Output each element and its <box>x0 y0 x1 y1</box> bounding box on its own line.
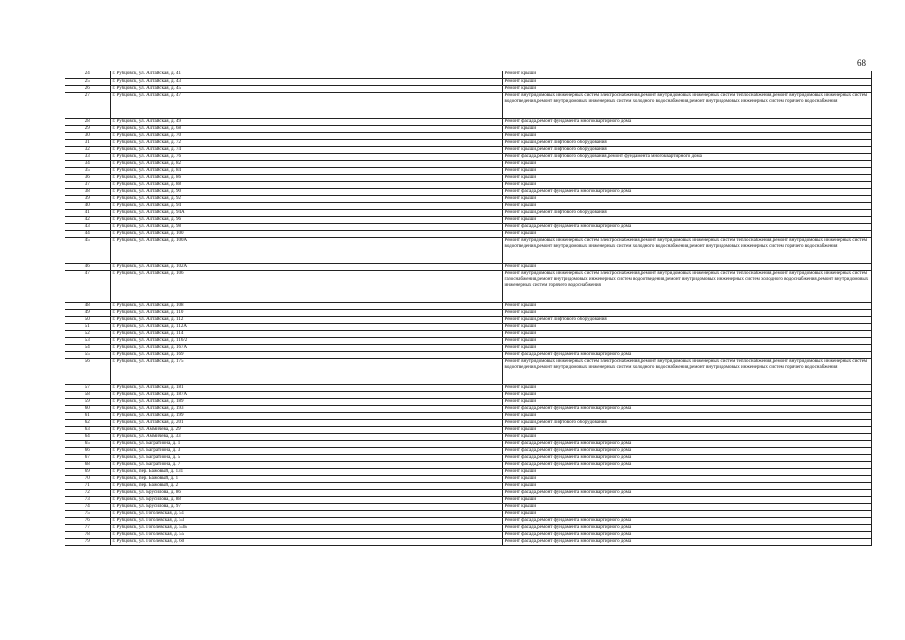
row-number: 34 <box>65 160 110 167</box>
row-number: 62 <box>65 419 110 426</box>
works-cell: Ремонт крыши <box>502 78 871 85</box>
table-row <box>65 85 871 92</box>
row-number: 67 <box>65 454 110 461</box>
table-row <box>65 517 871 524</box>
address-cell: г. Рубцовск, ул. Алтайская, д. 49 <box>110 118 502 125</box>
works-cell: Ремонт крыши <box>502 323 871 330</box>
row-number: 49 <box>65 309 110 316</box>
address-cell: г. Рубцовск, ул. Алтайская, д. 86 <box>110 174 502 181</box>
address-cell: г. Рубцовск, ул. Алтайская, д. 41 <box>110 71 502 78</box>
address-cell: г. Рубцовск, ул. Брусилова, д. 86 <box>110 489 502 496</box>
row-number: 36 <box>65 174 110 181</box>
works-cell: Ремонт крыши <box>502 468 871 475</box>
address-cell: г. Рубцовск, ул. Алтайская, д. 88 <box>110 181 502 188</box>
address-cell: г. Рубцовск, ул. Багратиона, д. 7 <box>110 461 502 468</box>
row-number: 59 <box>65 398 110 405</box>
row-number: 47 <box>65 270 110 302</box>
table-row <box>65 188 871 195</box>
works-cell: Ремонт фасада,ремонт фундамента многоквартирного дома <box>502 538 871 545</box>
works-cell: Ремонт крыши,ремонт лифтового оборудования <box>502 419 871 426</box>
row-number: 30 <box>65 132 110 139</box>
table-row <box>65 384 871 391</box>
table-row <box>65 330 871 337</box>
works-cell: Ремонт фасада,ремонт фундамента многоквартирного дома <box>502 517 871 524</box>
address-cell: г. Рубцовск, ул. Алтайская, д. 187А <box>110 391 502 398</box>
table-row <box>65 496 871 503</box>
works-cell: Ремонт фасада,ремонт фундамента многоквартирного дома <box>502 454 871 461</box>
table-row <box>65 174 871 181</box>
table-row <box>65 419 871 426</box>
address-cell: г. Рубцовск, ул. Алтайская, д. 175 <box>110 358 502 384</box>
address-cell: г. Рубцовск, пер. Бажовый, д. 1 <box>110 475 502 482</box>
address-cell: г. Рубцовск, ул. Алтайская, д. 96 <box>110 216 502 223</box>
row-number: 42 <box>65 216 110 223</box>
address-cell: г. Рубцовск, ул. Алтайская, д. 167А <box>110 344 502 351</box>
table-row <box>65 316 871 323</box>
address-cell: г. Рубцовск, ул. Алтайская, д. 74 <box>110 146 502 153</box>
row-number: 60 <box>65 405 110 412</box>
works-cell: Ремонт внутридомовых инженерных систем электроснабжения,ремонт внутридомовых инженерных систем теплоснабжения,ремонт внутридомовых инженерных систем водоотведения,ремонт внутридомовых инженерных систем холодного водоснабжения,ремонт внутридомовых инженерных систем горячего водоснабжения <box>502 358 871 384</box>
table-row <box>65 475 871 482</box>
works-cell: Ремонт крыши <box>502 412 871 419</box>
works-cell: Ремонт крыши <box>502 71 871 78</box>
address-cell: г. Рубцовск, ул. Алтайская, д. 98 <box>110 223 502 230</box>
table-row <box>65 426 871 433</box>
table-row <box>65 510 871 517</box>
works-cell: Ремонт фасада,ремонт фундамента многоквартирного дома <box>502 461 871 468</box>
row-number: 35 <box>65 167 110 174</box>
table-row <box>65 223 871 230</box>
works-cell: Ремонт фасада,ремонт фундамента многоквартирного дома <box>502 489 871 496</box>
table-row <box>65 433 871 440</box>
address-cell: г. Рубцовск, ул. Алтайская, д. 82 <box>110 160 502 167</box>
works-cell: Ремонт внутридомовых инженерных систем электроснабжения,ремонт внутридомовых инженерных систем теплоснабжения,ремонт внутридомовых инженерных систем газоснабжения,ремонт внутридомовых инженерных систем водоотведения,ремонт внутридомовых инженерных систем холодного водоснабжения,ремонт внутридомовых инженерных систем горячего водоснабжения <box>502 270 871 302</box>
row-number: 39 <box>65 195 110 202</box>
row-number: 54 <box>65 344 110 351</box>
works-cell: Ремонт крыши <box>502 337 871 344</box>
table-row <box>65 160 871 167</box>
works-cell: Ремонт крыши,ремонт лифтового оборудования <box>502 316 871 323</box>
table-row <box>65 468 871 475</box>
row-number: 70 <box>65 475 110 482</box>
address-cell: г. Рубцовск, ул. Гоголевская, д. 53 <box>110 517 502 524</box>
works-cell: Ремонт крыши <box>502 167 871 174</box>
table-row <box>65 461 871 468</box>
row-number: 26 <box>65 85 110 92</box>
table-row <box>65 323 871 330</box>
table-row <box>65 447 871 454</box>
table-row <box>65 237 871 263</box>
row-number: 79 <box>65 538 110 545</box>
row-number: 53 <box>65 337 110 344</box>
address-cell: г. Рубцовск, ул. Алтайская, д. 100 <box>110 230 502 237</box>
address-cell: г. Рубцовск, ул. Алтайская, д. 45 <box>110 85 502 92</box>
works-cell: Ремонт крыши <box>502 160 871 167</box>
table-row <box>65 391 871 398</box>
address-cell: г. Рубцовск, ул. Алтайская, д. 94А <box>110 209 502 216</box>
address-cell: г. Рубцовск, ул. Алтайская, д. 114 <box>110 330 502 337</box>
address-cell: г. Рубцовск, ул. Аммичева, д. 29 <box>110 426 502 433</box>
works-cell: Ремонт фасада,ремонт фундамента многоквартирного дома <box>502 440 871 447</box>
row-number: 41 <box>65 209 110 216</box>
address-cell: г. Рубцовск, ул. Алтайская, д. 106 <box>110 270 502 302</box>
works-cell: Ремонт фасада,ремонт фундамента многоквартирного дома <box>502 531 871 538</box>
row-number: 43 <box>65 223 110 230</box>
table-row <box>65 195 871 202</box>
table-row <box>65 489 871 496</box>
works-cell: Ремонт крыши <box>502 391 871 398</box>
table-row <box>65 146 871 153</box>
row-number: 25 <box>65 78 110 85</box>
works-cell: Ремонт крыши <box>502 125 871 132</box>
row-number: 78 <box>65 531 110 538</box>
works-cell: Ремонт крыши <box>502 302 871 309</box>
table-row <box>65 132 871 139</box>
table-row <box>65 139 871 146</box>
table-row <box>65 309 871 316</box>
works-cell: Ремонт крыши <box>502 216 871 223</box>
table-row <box>65 337 871 344</box>
address-cell: г. Рубцовск, пер. Бажовый, д. 131 <box>110 468 502 475</box>
row-number: 64 <box>65 433 110 440</box>
table-row <box>65 167 871 174</box>
address-cell: г. Рубцовск, ул. Алтайская, д. 94 <box>110 202 502 209</box>
works-cell: Ремонт крыши <box>502 510 871 517</box>
address-cell: г. Рубцовск, ул. Алтайская, д. 108 <box>110 302 502 309</box>
works-cell: Ремонт крыши <box>502 202 871 209</box>
works-cell: Ремонт крыши <box>502 195 871 202</box>
works-cell: Ремонт фасада,ремонт фундамента многоквартирного дома <box>502 524 871 531</box>
address-cell: г. Рубцовск, ул. Гоголевская, д. 55 <box>110 531 502 538</box>
works-cell: Ремонт крыши <box>502 309 871 316</box>
works-cell: Ремонт фасада,ремонт фундамента многоквартирного дома <box>502 351 871 358</box>
row-number: 28 <box>65 118 110 125</box>
table-row <box>65 78 871 85</box>
row-number: 68 <box>65 461 110 468</box>
works-cell: Ремонт крыши <box>502 384 871 391</box>
table-row <box>65 92 871 118</box>
address-cell: г. Рубцовск, ул. Алтайская, д. 112А <box>110 323 502 330</box>
row-number: 72 <box>65 489 110 496</box>
works-cell: Ремонт крыши <box>502 496 871 503</box>
row-number: 32 <box>65 146 110 153</box>
table-row <box>65 263 871 270</box>
table-row <box>65 125 871 132</box>
address-cell: г. Рубцовск, ул. Алтайская, д. 70 <box>110 132 502 139</box>
address-cell: г. Рубцовск, ул. Алтайская, д. 189 <box>110 398 502 405</box>
works-cell: Ремонт крыши,ремонт лифтового оборудования <box>502 139 871 146</box>
address-cell: г. Рубцовск, ул. Алтайская, д. 100А <box>110 237 502 263</box>
address-cell: г. Рубцовск, ул. Багратиона, д. 5 <box>110 454 502 461</box>
table-row <box>65 230 871 237</box>
table-row <box>65 412 871 419</box>
works-cell: Ремонт крыши <box>502 475 871 482</box>
table-body <box>65 71 871 545</box>
works-cell: Ремонт фасада,ремонт фундамента многоквартирного дома <box>502 223 871 230</box>
row-number: 38 <box>65 188 110 195</box>
row-number: 24 <box>65 71 110 78</box>
table-row <box>65 405 871 412</box>
works-cell: Ремонт крыши <box>502 433 871 440</box>
repair-works-table <box>65 71 872 546</box>
row-number: 55 <box>65 351 110 358</box>
address-cell: г. Рубцовск, пер. Бажовый, д. 2 <box>110 482 502 489</box>
table-row <box>65 358 871 384</box>
works-cell: Ремонт фасада,ремонт фундамента многоквартирного дома <box>502 118 871 125</box>
table-row <box>65 351 871 358</box>
row-number: 51 <box>65 323 110 330</box>
works-cell: Ремонт крыши <box>502 398 871 405</box>
address-cell: г. Рубцовск, ул. Алтайская, д. 169 <box>110 351 502 358</box>
address-cell: г. Рубцовск, ул. Алтайская, д. 92 <box>110 195 502 202</box>
address-cell: г. Рубцовск, ул. Брусилова, д. 88 <box>110 496 502 503</box>
works-cell: Ремонт крыши <box>502 344 871 351</box>
table-row <box>65 209 871 216</box>
row-number: 66 <box>65 447 110 454</box>
works-cell: Ремонт крыши <box>502 263 871 270</box>
works-cell: Ремонт внутридомовых инженерных систем электроснабжения,ремонт внутридомовых инженерных систем теплоснабжения,ремонт внутридомовых инженерных систем водоотведения,ремонт внутридомовых инженерных систем холодного водоснабжения,ремонт внутридомовых инженерных систем горячего водоснабжения <box>502 92 871 118</box>
table-row <box>65 398 871 405</box>
row-number: 56 <box>65 358 110 384</box>
row-number: 46 <box>65 263 110 270</box>
works-cell: Ремонт фасада,ремонт фундамента многоквартирного дома <box>502 405 871 412</box>
table-row <box>65 454 871 461</box>
works-cell: Ремонт крыши <box>502 503 871 510</box>
address-cell: г. Рубцовск, ул. Багратиона, д. 1 <box>110 440 502 447</box>
address-cell: г. Рубцовск, ул. Алтайская, д. 84 <box>110 167 502 174</box>
address-cell: г. Рубцовск, ул. Алтайская, д. 76 <box>110 153 502 160</box>
table-row <box>65 524 871 531</box>
address-cell: г. Рубцовск, ул. Аммичева, д. 33 <box>110 433 502 440</box>
page-number: 68 <box>857 58 866 68</box>
works-cell: Ремонт крыши <box>502 174 871 181</box>
row-number: 69 <box>65 468 110 475</box>
address-cell: г. Рубцовск, ул. Багратиона, д. 3 <box>110 447 502 454</box>
address-cell: г. Рубцовск, ул. Гоголевская, д. 60 <box>110 538 502 545</box>
address-cell: г. Рубцовск, ул. Алтайская, д. 199 <box>110 412 502 419</box>
works-cell: Ремонт фасада,ремонт фундамента многоквартирного дома <box>502 447 871 454</box>
address-cell: г. Рубцовск, ул. Алтайская, д. 102А <box>110 263 502 270</box>
row-number: 37 <box>65 181 110 188</box>
works-cell: Ремонт внутридомовых инженерных систем электроснабжения,ремонт внутридомовых инженерных систем теплоснабжения,ремонт внутридомовых инженерных систем водоотведения,ремонт внутридомовых инженерных систем холодного водоснабжения,ремонт внутридомовых инженерных систем горячего водоснабжения <box>502 237 871 263</box>
works-cell: Ремонт крыши <box>502 330 871 337</box>
table-row <box>65 482 871 489</box>
row-number: 63 <box>65 426 110 433</box>
table-row <box>65 270 871 302</box>
works-cell: Ремонт крыши <box>502 230 871 237</box>
works-cell: Ремонт фасада,ремонт фундамента многоквартирного дома <box>502 188 871 195</box>
address-cell: г. Рубцовск, ул. Алтайская, д. 201 <box>110 419 502 426</box>
address-cell: г. Рубцовск, ул. Алтайская, д. 116/2 <box>110 337 502 344</box>
table-row <box>65 181 871 188</box>
row-number: 29 <box>65 125 110 132</box>
row-number: 27 <box>65 92 110 118</box>
address-cell: г. Рубцовск, ул. Алтайская, д. 193 <box>110 405 502 412</box>
row-number: 74 <box>65 503 110 510</box>
row-number: 76 <box>65 517 110 524</box>
address-cell: г. Рубцовск, ул. Алтайская, д. 43 <box>110 78 502 85</box>
row-number: 40 <box>65 202 110 209</box>
table-row <box>65 118 871 125</box>
address-cell: г. Рубцовск, ул. Алтайская, д. 112 <box>110 316 502 323</box>
table-row <box>65 153 871 160</box>
address-cell: г. Рубцовск, ул. Алтайская, д. 68 <box>110 125 502 132</box>
table-row <box>65 302 871 309</box>
table-row <box>65 440 871 447</box>
row-number: 75 <box>65 510 110 517</box>
works-cell: Ремонт крыши <box>502 85 871 92</box>
address-cell: г. Рубцовск, ул. Алтайская, д. 110 <box>110 309 502 316</box>
row-number: 73 <box>65 496 110 503</box>
row-number: 48 <box>65 302 110 309</box>
table-row <box>65 216 871 223</box>
works-cell: Ремонт крыши <box>502 482 871 489</box>
table-row <box>65 344 871 351</box>
row-number: 50 <box>65 316 110 323</box>
table-row <box>65 202 871 209</box>
table-row <box>65 531 871 538</box>
row-number: 33 <box>65 153 110 160</box>
address-cell: г. Рубцовск, ул. Алтайская, д. 72 <box>110 139 502 146</box>
address-cell: г. Рубцовск, ул. Алтайская, д. 47 <box>110 92 502 118</box>
works-cell: Ремонт крыши <box>502 181 871 188</box>
table-row <box>65 538 871 545</box>
row-number: 31 <box>65 139 110 146</box>
row-number: 77 <box>65 524 110 531</box>
row-number: 61 <box>65 412 110 419</box>
works-cell: Ремонт крыши <box>502 132 871 139</box>
address-cell: г. Рубцовск, ул. Алтайская, д. 90 <box>110 188 502 195</box>
table-row <box>65 503 871 510</box>
row-number: 44 <box>65 230 110 237</box>
row-number: 65 <box>65 440 110 447</box>
works-cell: Ремонт крыши,ремонт лифтового оборудования <box>502 146 871 153</box>
row-number: 57 <box>65 384 110 391</box>
works-cell: Ремонт фасада,ремонт лифтового оборудования,ремонт фундамента многоквартирного дома <box>502 153 871 160</box>
address-cell: г. Рубцовск, ул. Алтайская, д. 181 <box>110 384 502 391</box>
row-number: 52 <box>65 330 110 337</box>
address-cell: г. Рубцовск, ул. Гоголевская, д. 53Б <box>110 524 502 531</box>
address-cell: г. Рубцовск, ул. Гоголевская, д. 51 <box>110 510 502 517</box>
address-cell: г. Рубцовск, ул. Брусилова, д. 97 <box>110 503 502 510</box>
row-number: 45 <box>65 237 110 263</box>
table-row <box>65 71 871 78</box>
row-number: 58 <box>65 391 110 398</box>
works-cell: Ремонт крыши,ремонт лифтового оборудования <box>502 209 871 216</box>
row-number: 71 <box>65 482 110 489</box>
works-cell: Ремонт крыши <box>502 426 871 433</box>
